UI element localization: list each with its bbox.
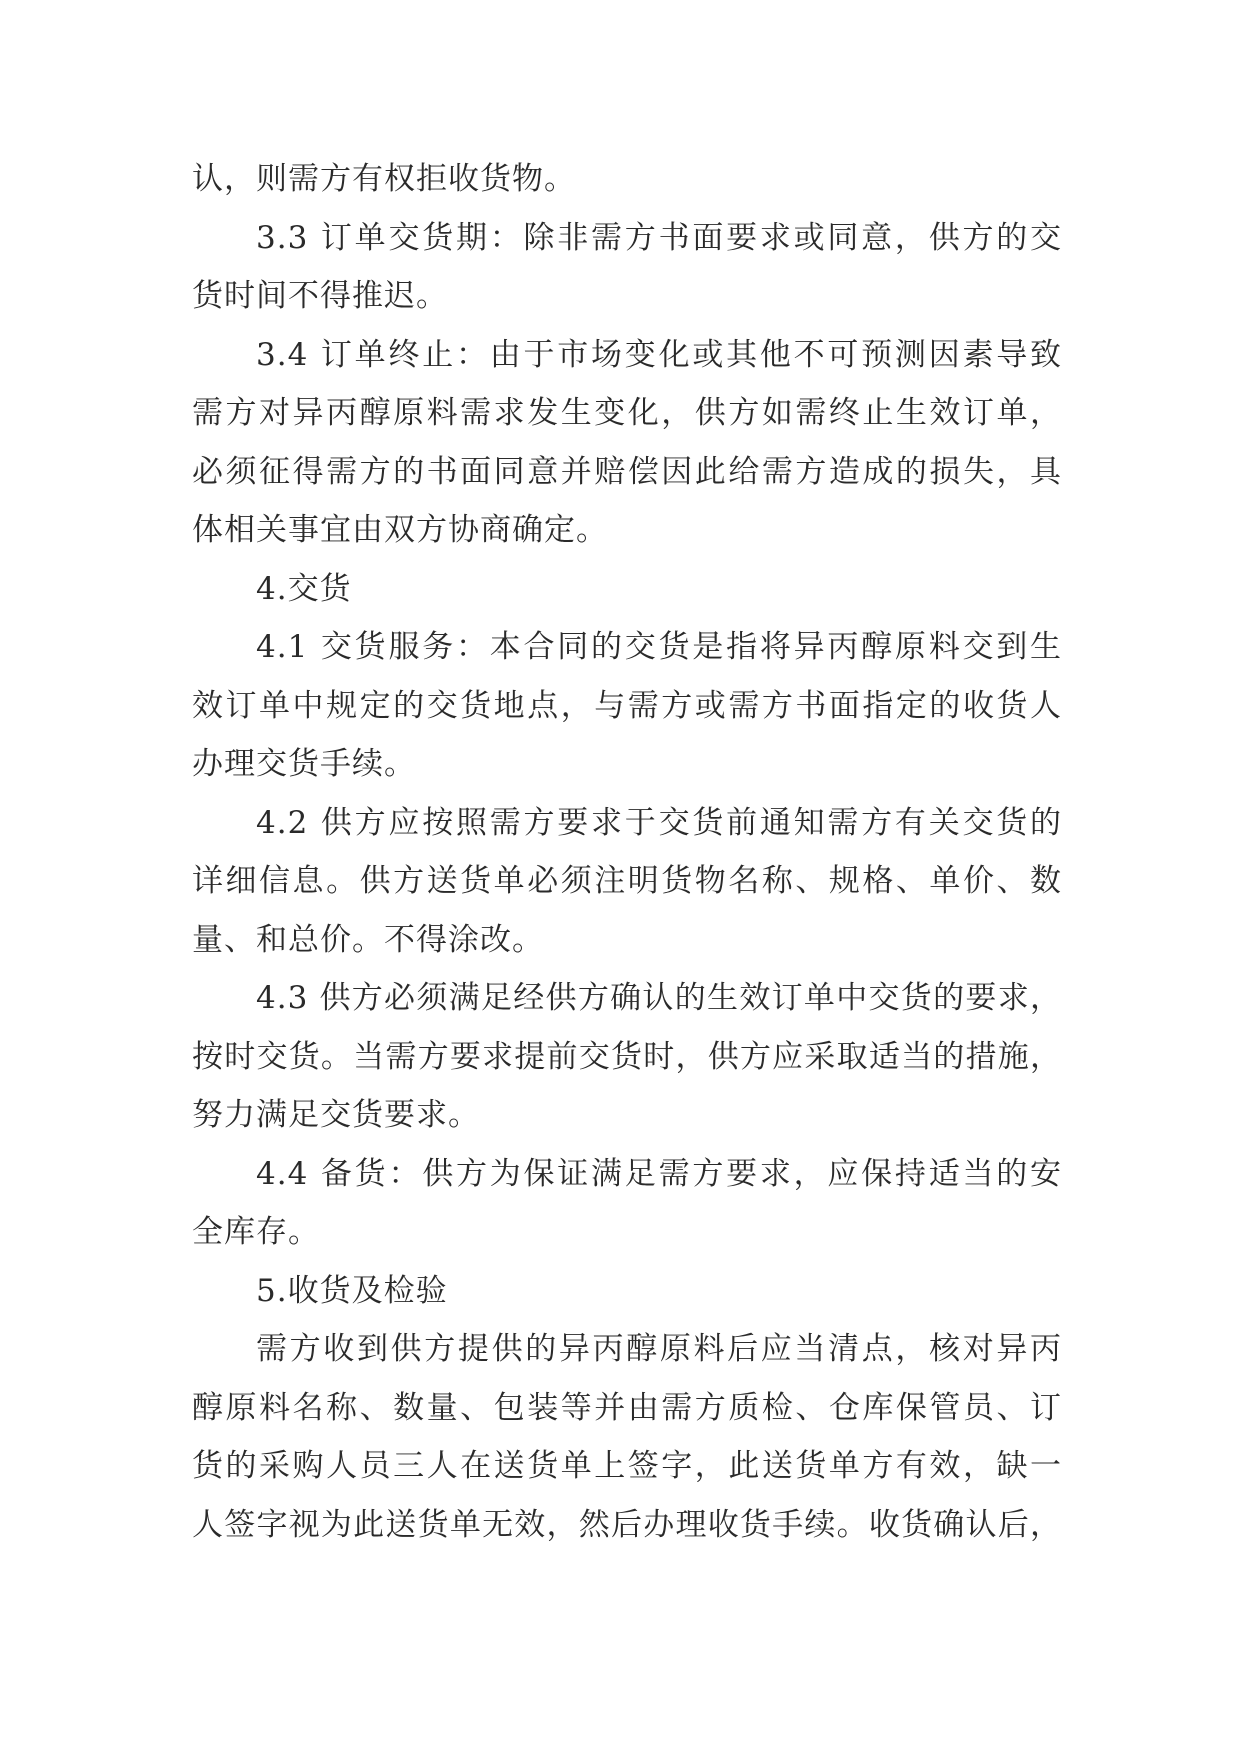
text-line-clause-5: 需方收到供方提供的异丙醇原料后应当清点，核对异丙	[256, 1331, 1062, 1367]
text-line-clause-4-3-end: 努力满足交货要求。	[192, 1097, 480, 1133]
text-line-clause-4-1-cont: 效订单中规定的交货地点，与需方或需方书面指定的收货人	[192, 687, 1062, 724]
text-line-clause-5-cont: 货的采购人员三人在送货单上签字，此送货单方有效，缺一	[192, 1448, 1062, 1484]
text-line-clause-5-cont: 醇原料名称、数量、包装等并由需方质检、仓库保管员、订	[192, 1389, 1062, 1426]
text-line-clause-4-3-cont: 按时交货。当需方要求提前交货时，供方应采取适当的措施，	[192, 1038, 1062, 1075]
section-heading-receiving-inspection: 5.收货及检验	[256, 1272, 448, 1309]
text-line-clause-3-4: 3.4 订单终止：由于市场变化或其他不可预测因素导致	[256, 336, 1062, 373]
text-line-clause-4-3: 4.3 供方必须满足经供方确认的生效订单中交货的要求，	[256, 980, 1062, 1016]
text-line-clause-4-1-end: 办理交货手续。	[192, 746, 416, 782]
text-line-clause-3-4-cont: 需方对异丙醇原料需求发生变化，供方如需终止生效订单，	[192, 395, 1062, 431]
text-line-clause-3-3-end: 货时间不得推迟。	[192, 278, 448, 314]
text-line-clause-3-4-end: 体相关事宜由双方协商确定。	[192, 512, 608, 548]
text-line-clause-4-4: 4.4 备货：供方为保证满足需方要求，应保持适当的安	[256, 1155, 1062, 1192]
text-line-clause-5-cont: 人签字视为此送货单无效，然后办理收货手续。收货确认后，	[192, 1506, 1062, 1543]
text-line-clause-4-2-end: 量、和总价。不得涂改。	[192, 921, 544, 958]
text-line-clause-4-2-cont: 详细信息。供方送货单必须注明货物名称、规格、单价、数	[192, 863, 1062, 899]
text-line-clause-3-2-end: 认，则需方有权拒收货物。	[192, 161, 576, 197]
section-heading-delivery: 4.交货	[256, 570, 352, 607]
document-body	[192, 150, 1062, 1554]
text-line-clause-4-2: 4.2 供方应按照需方要求于交货前通知需方有关交货的	[256, 804, 1062, 841]
text-line-clause-3-3: 3.3 订单交货期：除非需方书面要求或同意，供方的交	[256, 219, 1062, 256]
text-line-clause-4-1: 4.1 交货服务：本合同的交货是指将异丙醇原料交到生	[256, 629, 1062, 665]
text-line-clause-4-4-end: 全库存。	[192, 1214, 320, 1250]
text-line-clause-3-4-cont: 必须征得需方的书面同意并赔偿因此给需方造成的损失，具	[192, 453, 1062, 490]
